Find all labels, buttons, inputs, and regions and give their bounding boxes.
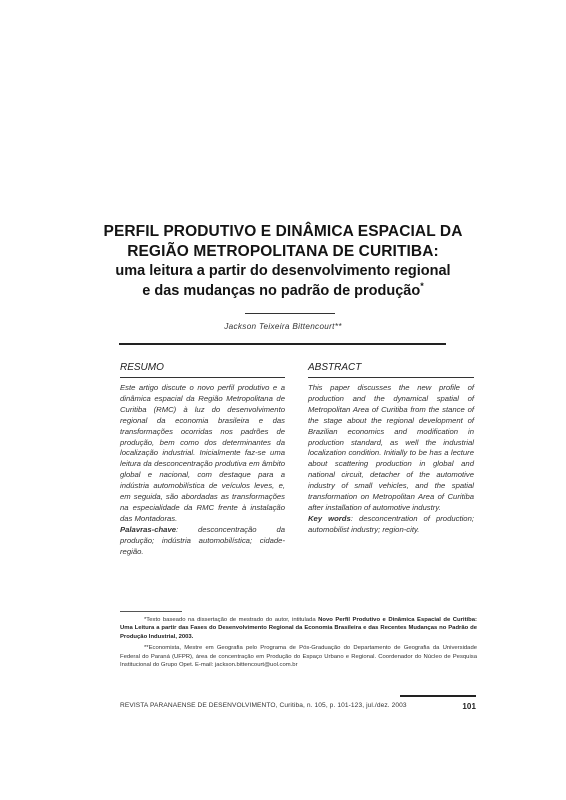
subtitle-text: e das mudanças no padrão de produção: [142, 283, 421, 299]
page-number: 101: [462, 702, 476, 711]
resumo-column: [120, 362, 285, 558]
article-title-line-2: REGIÃO METROPOLITANA DE CURITIBA:: [127, 242, 439, 260]
abstract-body: This paper discusses the new profile of production and the dynamical spatial of Metropolitan Area of Curitiba from the stance of the stage about the regional development of Brazilian economics and modification in production standard, as well the industrial localization condition. Initially to be has a lecture about scattering production in global and national circuit, detacher of the automotive industry of small vehicles, and the spatial transformation on Metropolitan Area of Curitiba after installation of automotive industry.: [308, 383, 474, 512]
footnote-1-intro: *Texto baseado na dissertação de mestrado do autor, intitulada: [144, 617, 319, 623]
abstract-keywords-label: Key words: [308, 513, 351, 523]
article-subtitle-line-1: uma leitura a partir do desenvolvimento regional: [115, 263, 451, 279]
resumo-keywords: [120, 525, 285, 558]
abstract-column: [308, 362, 474, 536]
footer-divider: [400, 695, 476, 697]
footnote-1-title: Novo Perfil Produtivo e Dinâmica Espacial de Curitiba: Uma Leitura a partir das Fases do Desenvolvimento Regional da Economia Brasileira e das Recentes Mudanças no Padrão de Produção Industrial, 2003.: [120, 617, 477, 640]
resumo-keywords-text: : desconcentração da produção; indústria automobilística; cidade-região.: [120, 524, 285, 556]
resumo-heading: RESUMO: [120, 362, 164, 373]
abstract-rule: [308, 377, 474, 378]
header-divider: [119, 343, 446, 345]
author-name: Jackson Teixeira Bittencourt**: [224, 322, 342, 331]
page-footer: [120, 702, 476, 709]
footnote-divider: [120, 611, 182, 612]
footnotes: [120, 616, 477, 672]
title-divider: [245, 313, 335, 314]
article-subtitle-line-2: [0, 281, 566, 301]
footnote-1: [120, 616, 477, 641]
abstract-keywords: [308, 514, 474, 536]
resumo-keywords-label: Palavras-chave: [120, 524, 176, 534]
abstract-keywords-text: : desconcentration of production; automobilist industry; region-city.: [308, 513, 474, 534]
resumo-body: Este artigo discute o novo perfil produtivo e a dinâmica espacial da Região Metropolitana de Curitiba (RMC) à luz do desenvolvimento regional da economia brasileira e das transformações ocorridas nos padrões de produção, bem como dos determinantes da localização industrial. Inicialmente faz-se uma leitura da desconcentração produtiva em âmbito global e nacional, com destaque para a indústria automobilística de veículos leves, e, em seguida, são abordadas as transformações na especialidade da RMC frente à instalação das Montadoras.: [120, 383, 285, 523]
footnote-2: **Economista, Mestre em Geografia pelo Programa de Pós-Graduação do Departamento de Geografia da Universidade Federal do Paraná (UFPR), área de concentração em Produção do Espaço Urbano e Regional. Coordenador do Núcleo de Pesquisa Institucional do Grupo Opet. E-mail: jackson.bittencourt@uol.com.br: [120, 645, 477, 669]
abstract-heading: ABSTRACT: [308, 362, 362, 373]
footnote-marker: *: [420, 281, 424, 292]
article-title-line-1: PERFIL PRODUTIVO E DINÂMICA ESPACIAL DA: [103, 223, 463, 240]
resumo-rule: [120, 377, 285, 378]
article-title-block: [0, 222, 566, 301]
journal-citation: REVISTA PARANAENSE DE DESENVOLVIMENTO, Curitiba, n. 105, p. 101-123, jul./dez. 2003: [120, 702, 407, 709]
